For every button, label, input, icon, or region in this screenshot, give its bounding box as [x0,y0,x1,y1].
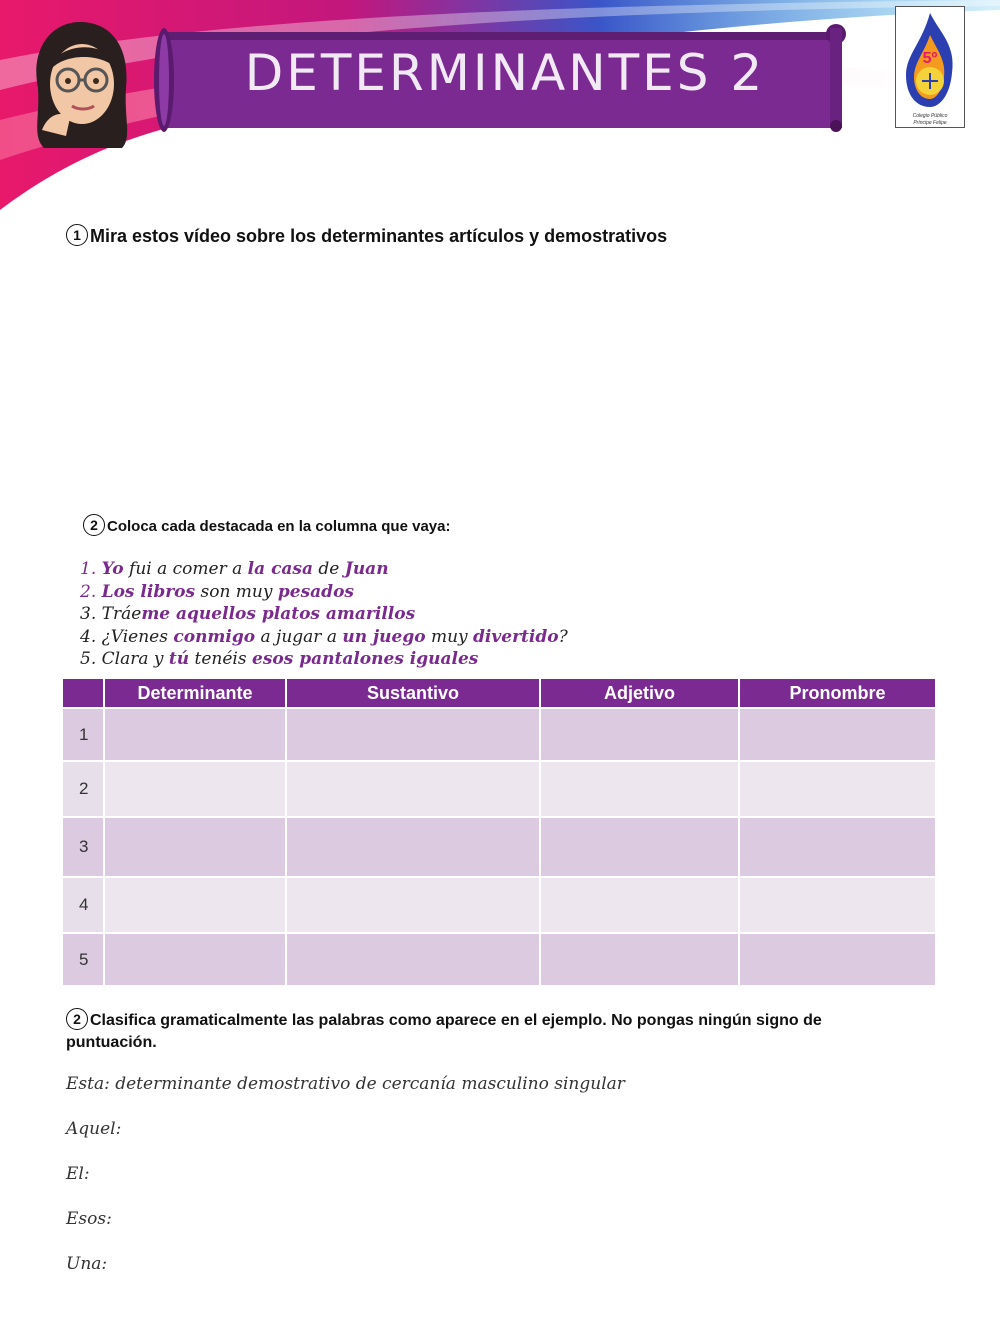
section2-number: 2 [83,514,105,536]
section2-heading [83,516,450,538]
sentence-text: Tráe [101,604,142,624]
classify-item-una[interactable]: Una: [66,1254,108,1274]
highlighted-word: divertido [473,626,559,647]
highlighted-word: Los libros [101,581,196,602]
table-header-cell: Adjetivo [540,679,739,708]
sentence-number: 1. [80,559,97,579]
highlighted-word: conmigo [173,626,256,647]
highlighted-word: esos pantalones iguales [252,649,479,669]
highlighted-word: Juan [344,559,389,579]
table-header-cell [63,679,104,708]
sentence-text: tenéis [189,649,252,669]
section2-text: Coloca cada destacada en la columna que vaya: [107,517,451,535]
answer-cell-determinante[interactable] [104,708,286,761]
row-number: 1 [63,708,104,761]
school-logo [895,6,965,128]
answer-cell-adjetivo[interactable] [540,933,739,985]
sentence-text: fui a comer a [123,559,248,579]
table-header-cell: Sustantivo [286,679,540,708]
table-row [63,933,935,985]
answer-cell-sustantivo[interactable] [286,817,540,877]
sentence-text: ¿Vienes [101,626,174,647]
classify-item-esos[interactable]: Esos: [66,1209,112,1229]
answer-cell-sustantivo[interactable] [286,933,540,985]
row-number: 4 [63,877,104,933]
answer-cell-adjetivo[interactable] [540,708,739,761]
sentence-list [80,558,680,671]
answer-cell-pronombre[interactable] [739,817,935,877]
sentence-number: 4. [80,626,97,647]
answer-cell-determinante[interactable] [104,761,286,817]
answer-cell-pronombre[interactable] [739,761,935,817]
answer-cell-determinante[interactable] [104,933,286,985]
sentence-number: 3. [80,604,97,624]
sentence-text: son muy [195,581,278,602]
classify-example: Esta: determinante demostrativo de cercanía masculino singular [66,1074,625,1094]
section3-text: Clasifica gramaticalmente las palabras como aparece en el ejemplo. No pongas ningún signo de puntuación. [66,1012,822,1052]
answer-cell-pronombre[interactable] [739,877,935,933]
highlighted-word: Yo [101,559,124,579]
row-number: 3 [63,817,104,877]
highlighted-word: la casa [247,559,314,579]
section1-number: 1 [66,224,88,246]
sentence-text: muy [425,626,474,647]
answer-cell-adjetivo[interactable] [540,761,739,817]
sentence-number: 2. [80,581,97,602]
highlighted-word: un juego [342,626,426,647]
logo-grade: 5º [922,50,938,67]
answer-cell-pronombre[interactable] [739,933,935,985]
answer-cell-pronombre[interactable] [739,708,935,761]
sentence-text: a jugar a [255,626,343,647]
sentence-item [80,603,680,626]
answer-cell-adjetivo[interactable] [540,877,739,933]
row-number: 5 [63,933,104,985]
sentence-item [80,581,680,604]
section1-text: Mira estos vídeo sobre los determinantes artículos y demostrativos [90,226,668,246]
sentence-text: Clara y [101,649,169,669]
table-row [63,761,935,817]
highlighted-word: tú [168,649,190,669]
table-header-cell: Pronombre [739,679,935,708]
answer-cell-sustantivo[interactable] [286,708,540,761]
table-row [63,708,935,761]
highlighted-word: me aquellos platos amarillos [141,604,416,624]
sentence-text: ? [558,626,568,647]
sentence-number: 5. [80,649,97,669]
answer-cell-determinante[interactable] [104,817,286,877]
sentence-text: de [313,559,345,579]
sentence-item [80,558,680,581]
section1-heading [66,226,667,248]
table-row [63,877,935,933]
classification-table [63,679,935,985]
answer-cell-adjetivo[interactable] [540,817,739,877]
answer-cell-sustantivo[interactable] [286,877,540,933]
section3-number: 2 [66,1008,88,1030]
classify-item-aquel[interactable]: Aquel: [66,1119,122,1139]
classify-item-el[interactable]: El: [66,1164,90,1184]
page-title: DETERMINANTES 2 [244,44,766,102]
flame-logo-icon [896,7,964,127]
sentence-item [80,626,680,649]
row-number: 2 [63,761,104,817]
sentence-item [80,648,680,671]
teacher-avatar [22,18,134,150]
table-row [63,817,935,877]
logo-caption-1: Colegio Público [912,113,948,119]
table-header-cell: Determinante [104,679,286,708]
answer-cell-sustantivo[interactable] [286,761,540,817]
table-header-row [63,679,935,708]
highlighted-word: pesados [277,581,354,602]
logo-caption-2: Príncipe Felipe [913,120,947,126]
answer-cell-determinante[interactable] [104,877,286,933]
section3-heading [66,1010,886,1054]
